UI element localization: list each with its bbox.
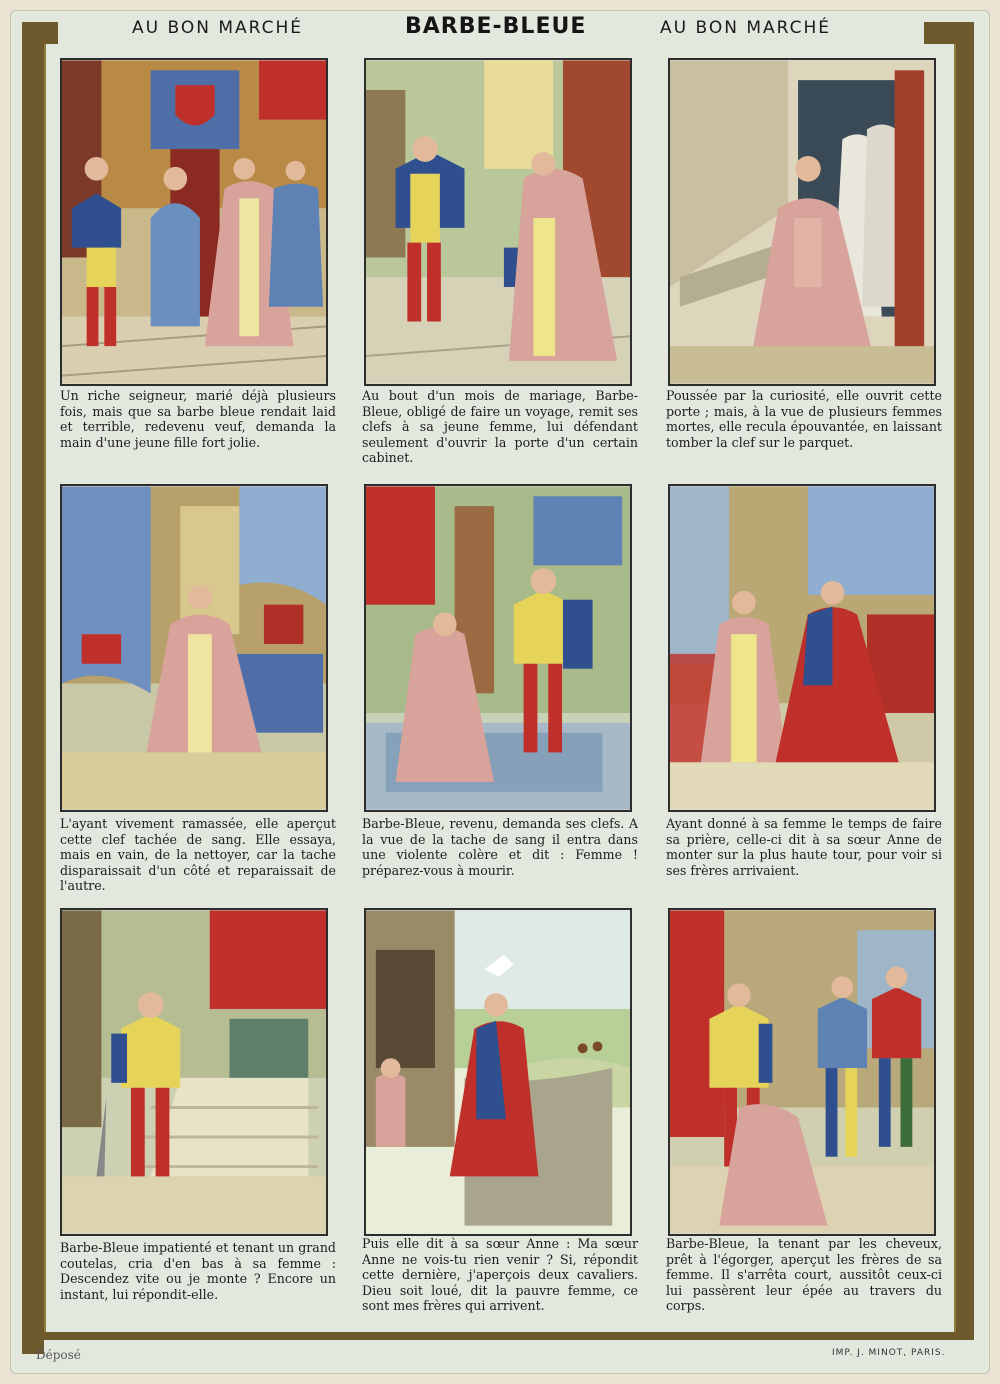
frame-inner-left-line [44,44,46,1332]
frame-left-border [22,22,44,1354]
caption-6: Ayant donné à sa femme le temps de faire sa prière, celle-ci dit à sa sœur Anne de monter sur la plus haute tour, pour voir si ses frères arrivaient. [666,816,942,878]
illustration-cabinet-door-scene [670,60,934,384]
frame-top-right-corner [924,22,974,44]
illustration-confrontation-scene [366,486,630,810]
illustration-panel-4 [60,484,328,812]
header-left-store: AU BON MARCHÉ [132,18,303,38]
frame-top-left-corner [22,22,58,44]
illustration-panel-1 [60,58,328,386]
illustration-rescue-scene [670,910,934,1234]
caption-7: Barbe-Bleue impatienté et tenant un grand coutelas, cria d'en bas à sa femme : Descendez vite ou je monte ? Encore un instant, lui répondit-elle. [60,1240,336,1302]
caption-3: Poussée par la curiosité, elle ouvrit cette porte ; mais, à la vue de plusieurs femmes mortes, elle recula épouvantée, en laissant tomber la clef sur le parquet. [666,388,942,450]
caption-4: L'ayant vivement ramassée, elle aperçut cette clef tachée de sang. Elle essaya, mais en vain, de la nettoyer, car la tache disparaissait d'un côté et reparaissait de l'autre. [60,816,336,893]
illustration-panel-7 [60,908,328,1236]
frame-inner-right-line [954,44,956,1332]
frame-right-border [956,22,974,1340]
illustration-panel-9 [668,908,936,1236]
illustration-panel-6 [668,484,936,812]
illustration-panel-8 [364,908,632,1236]
illustration-keys-scene [366,60,630,384]
illustration-bloody-key-scene [62,486,326,810]
illustration-panel-2 [364,58,632,386]
illustration-tower-lookout-scene [366,910,630,1234]
caption-8: Puis elle dit à sa sœur Anne : Ma sœur Anne ne vois-tu rien venir ? Si, répondit cette dernière, j'aperçois deux cavaliers. Dieu soit loué, dit la pauvre femme, ce sont mes frères qui arrivent. [362,1236,638,1313]
illustration-cutlass-scene [62,910,326,1234]
illustration-panel-3 [668,58,936,386]
illustration-panel-5 [364,484,632,812]
page-title: BARBE-BLEUE [405,14,587,39]
header-right-store: AU BON MARCHÉ [660,18,831,38]
deposit-mark: Déposé [36,1348,81,1362]
printer-imprint: IMP. J. MINOT, PARIS. [832,1348,946,1358]
caption-9: Barbe-Bleue, la tenant par les cheveux, prêt à l'égorger, aperçut les frères de sa femme. Il s'arrêta court, aussitôt ceux-ci lui passèrent leur épée au travers du corps. [666,1236,942,1313]
caption-2: Au bout d'un mois de mariage, Barbe-Bleue, obligé de faire un voyage, remit ses clefs à sa jeune femme, lui défendant seulement d'ouvrir la porte d'un certain cabinet. [362,388,638,465]
illustration-prayer-scene [670,486,934,810]
caption-1: Un riche seigneur, marié déjà plusieurs fois, mais que sa barbe bleue rendait laid et terrible, redevenu veuf, demanda la main d'une jeune fille fort jolie. [60,388,336,450]
illustration-throne-scene [62,60,326,384]
frame-bottom-border [22,1332,974,1340]
caption-5: Barbe-Bleue, revenu, demanda ses clefs. A la vue de la tache de sang il entra dans une violente colère et dit : Femme ! préparez-vous à mourir. [362,816,638,878]
